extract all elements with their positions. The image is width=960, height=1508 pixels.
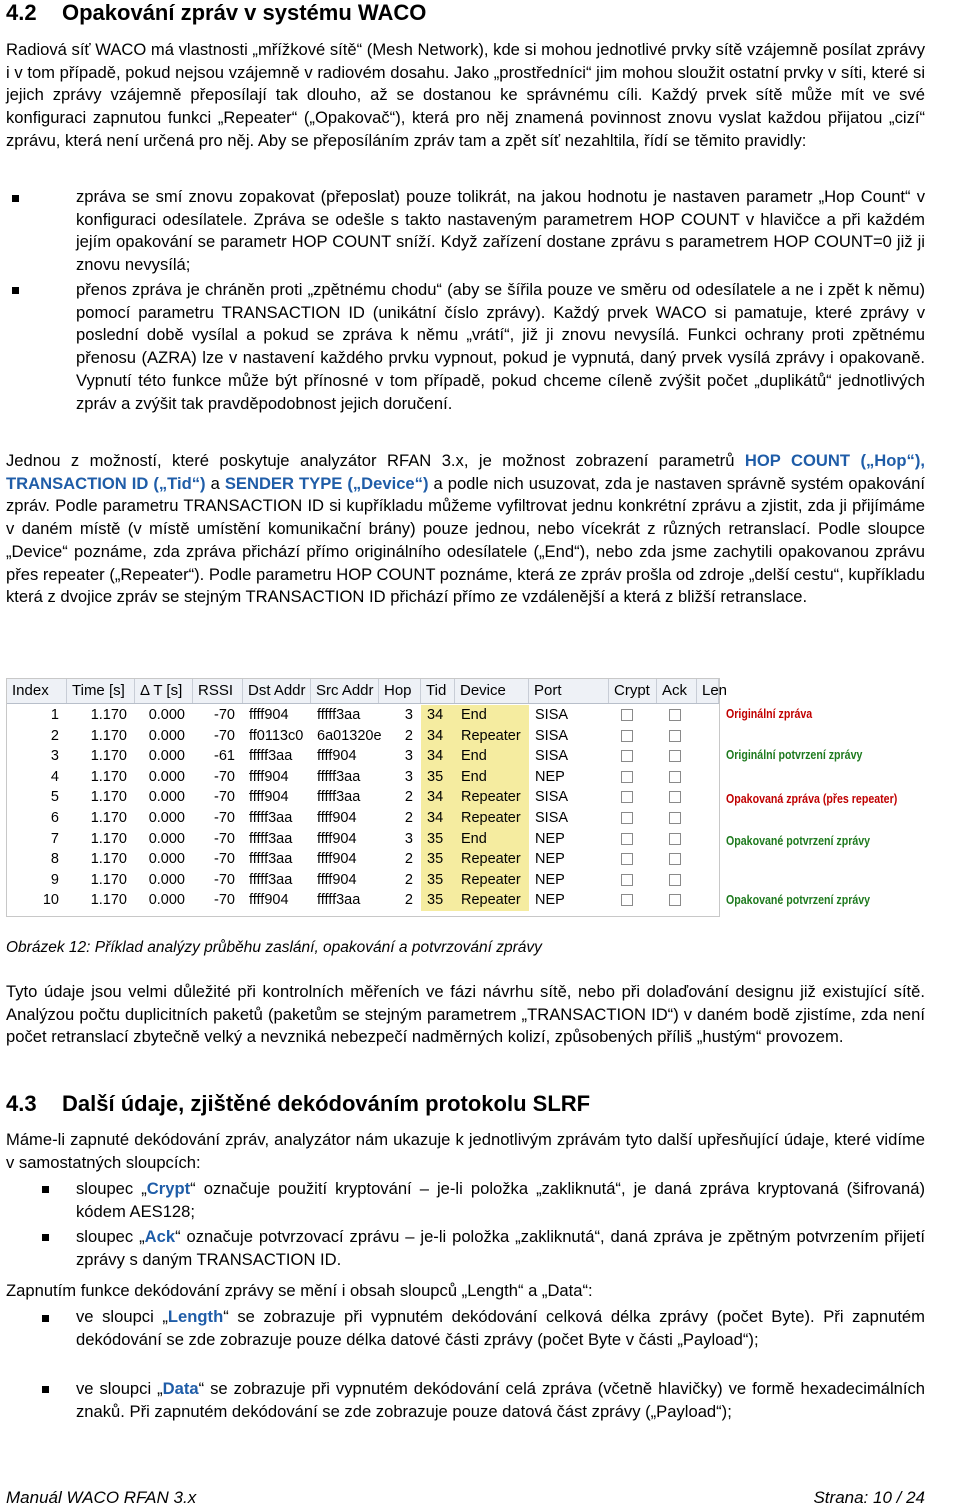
cell-hop: 3 <box>404 768 413 785</box>
cell-port: NEP <box>535 871 565 888</box>
ack-checkbox[interactable] <box>669 730 681 742</box>
length-term: Length <box>167 1307 224 1326</box>
column-header[interactable]: Index <box>7 679 67 703</box>
cell-device: Repeater <box>455 870 529 891</box>
cell-dt: 0.000 <box>148 748 185 765</box>
bullet-marker <box>42 1315 49 1322</box>
ack-checkbox[interactable] <box>669 771 681 783</box>
crypt-checkbox[interactable] <box>621 812 633 824</box>
cell-dst: ffff904 <box>249 707 289 723</box>
crypt-checkbox[interactable] <box>621 750 633 762</box>
cell-tid: 34 <box>421 705 455 726</box>
annotation-label: Originální potvrzení zprávy <box>726 748 863 762</box>
cell-src: fffff3aa <box>317 892 361 909</box>
cell-time: 1.170 <box>90 727 127 744</box>
analyzer-paragraph: Jednou z možností, které poskytuje analyzátor RFAN 3.x, je možnost zobrazení parametrů HOP COUNT („Hop“), TRANSACTION ID („Tid“) a SENDER TYPE („Device“) a podle nich usuzovat, zda je nastaven správně systém opakování zpráv. Podle parametru TRANSACTION ID si kupříkladu můžeme vyfiltrovat jednu konkrétní zprávu a zjistit, zda ji přijímáme v daném místě (v místě umístění komunikační brány) pouze jednou, nebo vícekrát z různých retranslací. Podle sloupce „Device“ poznáme, zda zpráva přichází přímo originálního odesílatele („End“), nebo zda jsme zachytili opakovanou zprávu přes repeater („Repeater“). Podle parametru HOP COUNT poznáme, která ze zpráv prošla od zdroje „delší cestu“, kupříkladu která z dvojice zpráv se stejným TRANSACTION ID přichází přímo ze vzdálenější a která z bližší retranslace. <box>6 451 925 607</box>
cell-ack <box>657 767 697 788</box>
footer-page-number: Strana: 10 / 24 <box>813 1488 925 1507</box>
ack-checkbox[interactable] <box>669 791 681 803</box>
cell-ack <box>657 787 697 808</box>
ack-checkbox[interactable] <box>669 853 681 865</box>
cell-device: Repeater <box>455 890 529 911</box>
cell-src: ffff904 <box>317 871 357 888</box>
cell-dt: 0.000 <box>148 892 185 909</box>
cell-port: SISA <box>535 810 569 826</box>
cell-time: 1.170 <box>90 789 127 806</box>
table-row[interactable] <box>7 890 719 911</box>
cell-device: Repeater <box>455 726 529 747</box>
cell-ack <box>657 746 697 767</box>
cell-port: SISA <box>535 748 569 765</box>
column-header[interactable]: Tid <box>421 679 455 703</box>
table-row[interactable] <box>7 808 719 829</box>
table-header <box>7 679 728 704</box>
cell-dt: 0.000 <box>148 871 185 888</box>
cell-rssi: -70 <box>214 810 235 826</box>
cell-crypt <box>609 746 657 767</box>
bullet-transaction-id: přenos zpráva je chráněn proti „zpětnému chodu“ (aby se šířila pouze ve směru od odesílatele a ne i zpět k němu) pomocí parametru TRANSACTION ID (unikátní číslo zprávy). Každý prvek WACO si pamatuje, které zprávy v poslední době vysílal a pokud se zpráva k němu „vrátí“, již ji znovu nevysílá. Funkci ochrany proti zpětnému přenosu (AZRA) lze v nastavení každého prvku vypnout, pokud je vypnutá, daný prvek vysílá zprávy i opakovaně. Vypnutí této funkce může být přínosné v tom případě, pokud chceme cíleně zvýšit počet „duplikátů“ jednotlivých zpráv a zvýšit tak pravděpodobnost jejich doručení. <box>76 280 925 413</box>
annotation-label: Opakovaná zpráva (přes repeater) <box>726 792 898 806</box>
cell-index: 4 <box>50 768 59 785</box>
cell-crypt <box>609 767 657 788</box>
crypt-checkbox[interactable] <box>621 709 633 721</box>
cell-index: 3 <box>50 748 59 765</box>
section-title: Další údaje, zjištěné dekódováním protokolu SLRF <box>62 1091 591 1116</box>
cell-crypt <box>609 726 657 747</box>
cell-dst: fffff3aa <box>249 810 293 826</box>
cell-tid: 35 <box>421 849 455 870</box>
cell-hop: 2 <box>404 892 413 909</box>
annotation-label: Originální zpráva <box>726 707 813 721</box>
footer-manual-title: Manuál WACO RFAN 3.x <box>6 1488 197 1507</box>
cell-ack <box>657 890 697 911</box>
table-row[interactable] <box>7 705 719 726</box>
crypt-checkbox[interactable] <box>621 833 633 845</box>
cell-port: NEP <box>535 768 565 785</box>
cell-crypt <box>609 705 657 726</box>
bullet-marker <box>42 1234 49 1241</box>
bullet-data: ve sloupci „Data“ se zobrazuje při vypnutém dekódování celá zpráva (včetně hlavičky) ve formě hexadecimálních znaků. Při zapnutém dekódování se zde zobrazuje pouze datová část zprávy („Payload“); <box>76 1379 925 1421</box>
cell-dt: 0.000 <box>148 727 185 744</box>
cell-ack <box>657 829 697 850</box>
cell-index: 6 <box>50 810 59 826</box>
cell-index: 9 <box>50 871 59 888</box>
cell-rssi: -70 <box>214 768 235 785</box>
bullet-length: ve sloupci „Length“ se zobrazuje při vypnutém dekódování celková délka zprávy (počet Byte). Při zapnutém dekódování se zde zobrazuje pouze délka datové části zprávy (počet Byte v části „Payload“); <box>76 1307 925 1349</box>
bullet-marker <box>12 287 19 294</box>
table-row[interactable] <box>7 849 719 870</box>
cell-time: 1.170 <box>90 748 127 765</box>
bullet-marker <box>12 195 19 202</box>
crypt-checkbox[interactable] <box>621 730 633 742</box>
cell-rssi: -70 <box>214 727 235 744</box>
column-header[interactable]: Hop <box>379 679 421 703</box>
cell-dt: 0.000 <box>148 707 185 723</box>
cell-port: NEP <box>535 851 565 868</box>
section-number: 4.3 <box>6 1091 37 1116</box>
crypt-checkbox[interactable] <box>621 771 633 783</box>
crypt-checkbox[interactable] <box>621 894 633 906</box>
table-row[interactable] <box>7 829 719 850</box>
cell-hop: 3 <box>404 707 413 723</box>
crypt-term: Crypt <box>146 1179 191 1198</box>
cell-rssi: -70 <box>214 830 235 847</box>
ack-checkbox[interactable] <box>669 833 681 845</box>
cell-rssi: -70 <box>214 892 235 909</box>
ack-checkbox[interactable] <box>669 874 681 886</box>
cell-src: ffff904 <box>317 851 357 868</box>
cell-index: 7 <box>50 830 59 847</box>
table-row[interactable] <box>7 870 719 891</box>
cell-time: 1.170 <box>90 810 127 826</box>
cell-time: 1.170 <box>90 768 127 785</box>
cell-port: NEP <box>535 892 565 909</box>
transaction-id-term: TRANSACTION ID („Tid“) <box>6 473 206 493</box>
cell-dst: fffff3aa <box>249 830 293 847</box>
decoding-paragraph: Zapnutím funkce dekódování zprávy se mění i obsah sloupců „Length“ a „Data“: <box>6 1281 593 1300</box>
bullet-marker <box>42 1186 49 1193</box>
cell-rssi: -61 <box>214 748 235 765</box>
cell-ack <box>657 705 697 726</box>
cell-rssi: -70 <box>214 789 235 806</box>
ack-checkbox[interactable] <box>669 894 681 906</box>
ack-checkbox[interactable] <box>669 812 681 824</box>
cell-tid: 35 <box>421 829 455 850</box>
cell-crypt <box>609 890 657 911</box>
cell-dt: 0.000 <box>148 810 185 826</box>
section-heading-4-3 <box>6 1091 590 1117</box>
section-title: Opakování zpráv v systému WACO <box>62 0 427 25</box>
data-term: Data <box>162 1379 199 1398</box>
cell-tid: 35 <box>421 870 455 891</box>
cell-dst: ff0113c0 <box>249 727 304 744</box>
cell-tid: 34 <box>421 787 455 808</box>
sender-type-term: SENDER TYPE („Device“) <box>224 473 429 493</box>
cell-index: 5 <box>50 789 59 806</box>
cell-dst: ffff904 <box>249 892 289 909</box>
cell-dt: 0.000 <box>148 789 185 806</box>
cell-port: SISA <box>535 727 569 744</box>
page-footer <box>6 1488 925 1508</box>
ack-term: Ack <box>144 1227 176 1246</box>
bullet-crypt: sloupec „Crypt“ označuje použití kryptování – je-li položka „zakliknutá“, je daná zpráva kryptovaná (šifrovaná) kódem AES128; <box>76 1179 925 1221</box>
cell-hop: 2 <box>404 810 413 826</box>
cell-src: ffff904 <box>317 830 357 847</box>
intro-paragraph: Radiová síť WACO má vlastnosti „mřížkové sítě“ (Mesh Network), kde si mohou jednotlivé prvky sítě vzájemně posílat zprávy i v tom případě, pokud nejsou vzájemně v radiovém dosahu. Jako „prostředníci“ jim mohou sloužit ostatní prvky v síti, které si jejich zprávy vzájemně přeposílají tak dlouho, až se dostanou ke správnému cíli. Každý prvek sítě může mít ve své konfiguraci zapnutou funkci „Repeater“ („Opakovač“), která pro něj znamená povinnost znovu vyslat každou přijatou „cizí“ zprávu, která není určená pro něj. Aby se přeposíláním zpráv tam a zpět síť nezahltila, řídí se těmito pravidly: <box>6 40 925 150</box>
cell-hop: 2 <box>404 851 413 868</box>
column-header[interactable]: Device <box>455 679 529 703</box>
summary-paragraph: Tyto údaje jsou velmi důležité při kontrolních měřeních ve fázi návrhu sítě, nebo při dolaďování designu již existující sítě. Analýzou počtu duplicitních paketů (paketům se stejným parametrem „TRANSACTION ID“) v daném bodě zjistíme, zda není počet retranslací zbytečně velký a nevzniká nebezpečí nadměrných kolizí, způsobených příliš „hustým“ provozem. <box>6 982 925 1047</box>
column-header[interactable]: Dst Addr <box>243 679 311 703</box>
cell-index: 2 <box>50 727 59 744</box>
cell-crypt <box>609 870 657 891</box>
cell-ack <box>657 870 697 891</box>
table-row[interactable] <box>7 767 719 788</box>
cell-hop: 3 <box>404 830 413 847</box>
cell-device: Repeater <box>455 849 529 870</box>
cell-time: 1.170 <box>90 707 127 723</box>
cell-port: SISA <box>535 707 569 723</box>
cell-rssi: -70 <box>214 871 235 888</box>
table-row[interactable] <box>7 746 719 767</box>
cell-dt: 0.000 <box>148 851 185 868</box>
cell-time: 1.170 <box>90 892 127 909</box>
section-number: 4.2 <box>6 0 37 25</box>
cell-src: ffff904 <box>317 810 357 826</box>
column-header[interactable]: Time [s] <box>67 679 135 703</box>
table-row[interactable] <box>7 726 719 747</box>
cell-index: 10 <box>42 892 59 909</box>
column-header[interactable]: Ack <box>657 679 697 703</box>
cell-time: 1.170 <box>90 871 127 888</box>
cell-src: fffff3aa <box>317 789 361 806</box>
cell-ack <box>657 849 697 870</box>
cell-index: 8 <box>50 851 59 868</box>
bullet-hop-count: zpráva se smí znovu zopakovat (přeposlat) pouze tolikrát, na jakou hodnotu je nastaven parametr „Hop Count“ v konfiguraci odesílatele. Zpráva se odešle s takto nastaveným parametrem HOP COUNT v hlavičce a při každém jejím opakování se parametr HOP COUNT sníží. Když zařízení dostane zprávu s parametrem HOP COUNT=0 již ji znovu nevysílá; <box>76 187 925 275</box>
cell-src: fffff3aa <box>317 707 361 723</box>
cell-tid: 34 <box>421 746 455 767</box>
analyzer-screenshot <box>6 678 728 917</box>
column-header[interactable]: Crypt <box>609 679 657 703</box>
cell-time: 1.170 <box>90 830 127 847</box>
cell-dst: fffff3aa <box>249 748 293 765</box>
annotation-label: Opakované potvrzení zprávy <box>726 893 871 907</box>
cell-device: End <box>455 746 529 767</box>
cell-src: 6a01320e <box>317 727 382 744</box>
cell-dt: 0.000 <box>148 768 185 785</box>
cell-tid: 35 <box>421 890 455 911</box>
cell-rssi: -70 <box>214 851 235 868</box>
section-heading-4-2 <box>6 0 426 26</box>
cell-crypt <box>609 808 657 829</box>
table-row[interactable] <box>7 787 719 808</box>
cell-dst: fffff3aa <box>249 871 293 888</box>
bullet-marker <box>42 1386 49 1393</box>
cell-src: fffff3aa <box>317 768 361 785</box>
crypt-checkbox[interactable] <box>621 874 633 886</box>
decoding-intro: Máme-li zapnuté dekódování zpráv, analyzátor nám ukazuje k jednotlivým zprávám tyto další upřesňující údaje, které vidíme v samostatných sloupcích: <box>6 1130 925 1172</box>
figure-caption: Obrázek 12: Příklad analýzy průběhu zaslání, opakování a potvrzování zprávy <box>6 939 542 956</box>
cell-hop: 2 <box>404 727 413 744</box>
ack-checkbox[interactable] <box>669 750 681 762</box>
cell-device: Repeater <box>455 808 529 829</box>
crypt-checkbox[interactable] <box>621 791 633 803</box>
cell-dst: ffff904 <box>249 789 289 806</box>
cell-crypt <box>609 787 657 808</box>
cell-port: NEP <box>535 830 565 847</box>
cell-ack <box>657 808 697 829</box>
cell-port: SISA <box>535 789 569 806</box>
column-header[interactable]: Src Addr <box>311 679 379 703</box>
column-header[interactable]: Δ T [s] <box>135 679 193 703</box>
bullet-ack: sloupec „Ack“ označuje potvrzovací zprávu – je-li položka „zakliknutá“, daná zpráva je zpětným potvrzením přijetí zprávy s daným TRANSACTION ID. <box>76 1227 925 1269</box>
cell-hop: 3 <box>404 748 413 765</box>
column-header[interactable]: RSSI <box>193 679 243 703</box>
cell-device: Repeater <box>455 787 529 808</box>
cell-device: End <box>455 705 529 726</box>
ack-checkbox[interactable] <box>669 709 681 721</box>
cell-tid: 35 <box>421 767 455 788</box>
cell-crypt <box>609 849 657 870</box>
cell-dst: ffff904 <box>249 768 289 785</box>
cell-index: 1 <box>50 707 59 723</box>
crypt-checkbox[interactable] <box>621 853 633 865</box>
cell-dt: 0.000 <box>148 830 185 847</box>
cell-rssi: -70 <box>214 707 235 723</box>
cell-tid: 34 <box>421 726 455 747</box>
cell-crypt <box>609 829 657 850</box>
cell-src: ffff904 <box>317 748 357 765</box>
column-header[interactable]: Len <box>697 679 719 703</box>
cell-ack <box>657 726 697 747</box>
cell-time: 1.170 <box>90 851 127 868</box>
cell-tid: 34 <box>421 808 455 829</box>
cell-hop: 2 <box>404 871 413 888</box>
cell-hop: 2 <box>404 789 413 806</box>
annotation-label: Opakované potvrzení zprávy <box>726 834 871 848</box>
cell-dst: fffff3aa <box>249 851 293 868</box>
hop-count-term: HOP COUNT („Hop“) <box>744 451 921 470</box>
column-header[interactable]: Port <box>529 679 609 703</box>
cell-device: End <box>455 767 529 788</box>
cell-device: End <box>455 829 529 850</box>
